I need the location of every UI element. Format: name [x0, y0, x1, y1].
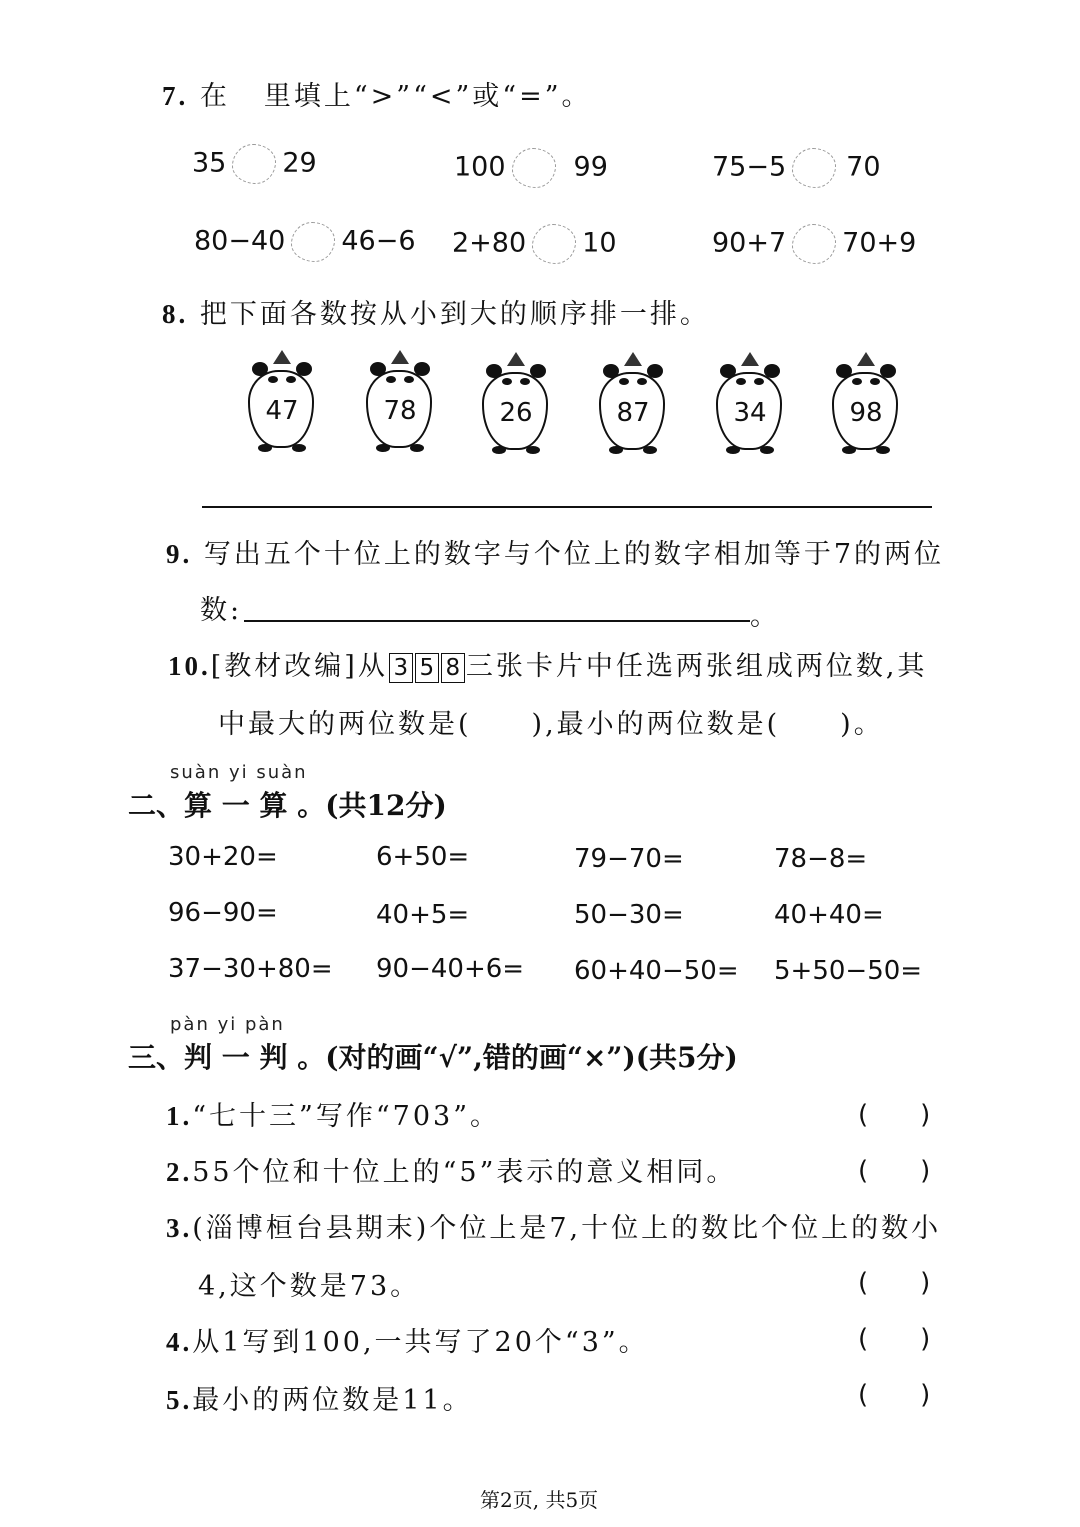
q7-item-6 [712, 224, 916, 264]
number-card: 3 [389, 653, 413, 683]
q9-answer-line[interactable] [244, 620, 750, 622]
answer-paren[interactable]: ( ) [858, 1380, 931, 1410]
q7-left: 100 [454, 151, 506, 183]
panda-card [597, 358, 669, 458]
eye-icon [286, 376, 296, 383]
foot-icon [842, 446, 856, 454]
foot-icon [258, 444, 272, 452]
q7-number: 7. [162, 81, 189, 111]
eye-icon [268, 376, 278, 383]
calc-item: 96−90= [168, 898, 278, 928]
foot-icon [492, 446, 506, 454]
q8-prompt [162, 292, 710, 331]
q7-right: 70 [846, 151, 881, 183]
q8-number: 8. [162, 299, 189, 329]
eye-icon [637, 378, 647, 385]
q10-line2: 中最大的两位数是( ),最小的两位数是( )。 [218, 709, 884, 740]
judge-text: 55个位和十位上的“5”表示的意义相同。 [192, 1157, 737, 1188]
answer-paren[interactable]: ( ) [858, 1156, 931, 1186]
eye-icon [852, 378, 862, 385]
foot-icon [760, 446, 774, 454]
q7-right: 70+9 [842, 227, 917, 259]
q8-answer-line[interactable] [202, 506, 932, 508]
panda-card [714, 358, 786, 458]
foot-icon [376, 444, 390, 452]
eye-icon [404, 376, 414, 383]
calc-item: 40+5= [376, 900, 470, 930]
q9-prompt [166, 532, 944, 571]
eye-icon [870, 378, 880, 385]
q7-item-3 [712, 148, 881, 188]
panda-number: 98 [849, 398, 883, 428]
judge-number: 2. [166, 1157, 193, 1187]
panda-card [246, 356, 318, 456]
compare-blank[interactable] [532, 224, 576, 264]
q7-item-4 [194, 222, 416, 262]
compare-blank[interactable] [291, 222, 335, 262]
panda-card [480, 358, 552, 458]
judge-item-5 [166, 1378, 473, 1417]
calc-item: 30+20= [168, 842, 278, 872]
q7-right: 99 [573, 151, 608, 183]
eye-icon [754, 378, 764, 385]
eye-icon [736, 378, 746, 385]
answer-paren[interactable]: ( ) [858, 1324, 931, 1354]
judge-text: 最小的两位数是11。 [192, 1385, 473, 1416]
foot-icon [410, 444, 424, 452]
q10-tag: [教材改编]从 [210, 651, 388, 682]
q7-right: 46−6 [341, 225, 416, 257]
panda-card [364, 356, 436, 456]
q9-text: 写出五个十位上的数字与个位上的数字相加等于7的两位 [203, 539, 945, 570]
q10-number: 10. [168, 651, 211, 681]
q9-end: 。 [750, 601, 780, 632]
panda-card [830, 358, 902, 458]
eye-icon [502, 378, 512, 385]
calc-item: 50−30= [574, 900, 684, 930]
judge-text: (淄博桓台县期末)个位上是7,十位上的数比个位上的数小 [192, 1213, 942, 1244]
q7-item-2 [454, 148, 608, 188]
foot-icon [726, 446, 740, 454]
q8-text: 把下面各数按从小到大的顺序排一排。 [199, 299, 710, 330]
q7-item-5 [452, 224, 617, 264]
q10-prompt [168, 644, 927, 683]
foot-icon [609, 446, 623, 454]
q7-text-a: 在 [199, 81, 230, 112]
q9-line2 [200, 588, 242, 627]
q7-left: 75−5 [712, 151, 787, 183]
q7-right: 29 [282, 147, 317, 179]
foot-icon [643, 446, 657, 454]
panda-number: 87 [616, 398, 650, 428]
compare-blank[interactable] [232, 144, 276, 184]
calc-item: 90−40+6= [376, 954, 525, 984]
answer-paren[interactable]: ( ) [858, 1268, 931, 1298]
judge-number: 4. [166, 1327, 193, 1357]
judge-item-3-line2: 4,这个数是73。 [198, 1271, 421, 1302]
eye-icon [619, 378, 629, 385]
calc-item: 78−8= [774, 844, 868, 874]
judge-item-3 [166, 1206, 941, 1245]
q7-right: 10 [582, 227, 617, 259]
q10-text-after: 三张卡片中任选两张组成两位数,其 [465, 651, 928, 682]
calc-item: 60+40−50= [574, 956, 739, 986]
q7-left: 2+80 [452, 227, 527, 259]
q7-left: 90+7 [712, 227, 787, 259]
judge-text: “七十三”写作“703”。 [192, 1101, 500, 1132]
q7-text-b: 里填上“>”“<”或“=”。 [263, 81, 592, 112]
compare-blank[interactable] [792, 224, 836, 264]
number-card: 5 [415, 653, 439, 683]
hat-icon [741, 352, 759, 366]
q7-left: 35 [192, 147, 227, 179]
q7-prompt [162, 74, 592, 113]
calc-item: 37−30+80= [168, 954, 333, 984]
compare-blank[interactable] [792, 148, 836, 188]
eye-icon [520, 378, 530, 385]
section2-title: 二、算 一 算 。(共12分) [128, 789, 447, 822]
hat-icon [857, 352, 875, 366]
section3-title: 三、判 一 判 。(对的画“√”,错的画“×”)(共5分) [128, 1041, 738, 1074]
calc-item: 6+50= [376, 842, 470, 872]
hat-icon [273, 350, 291, 364]
foot-icon [292, 444, 306, 452]
calc-item: 79−70= [574, 844, 684, 874]
judge-text: 从1写到100,一共写了20个“3”。 [192, 1327, 649, 1358]
hat-icon [624, 352, 642, 366]
q7-left: 80−40 [194, 225, 286, 257]
section3-pinyin: pàn yi pàn [170, 1014, 285, 1035]
calc-item: 40+40= [774, 900, 884, 930]
judge-number: 1. [166, 1101, 193, 1131]
judge-item-1 [166, 1094, 500, 1133]
compare-blank[interactable] [512, 148, 556, 188]
hat-icon [507, 352, 525, 366]
judge-item-4 [166, 1320, 649, 1359]
foot-icon [876, 446, 890, 454]
hat-icon [391, 350, 409, 364]
answer-paren[interactable]: ( ) [858, 1100, 931, 1130]
calc-item: 5+50−50= [774, 956, 923, 986]
panda-number: 26 [499, 398, 533, 428]
q9-text2: 数: [200, 595, 243, 626]
q9-number: 9. [166, 539, 193, 569]
page-footer: 第2页, 共5页 [480, 1488, 599, 1512]
foot-icon [526, 446, 540, 454]
eye-icon [386, 376, 396, 383]
q7-item-1 [192, 144, 317, 184]
panda-number: 34 [733, 398, 767, 428]
section2-pinyin: suàn yi suàn [170, 762, 308, 783]
judge-number: 3. [166, 1213, 193, 1243]
number-card: 8 [441, 653, 465, 683]
judge-number: 5. [166, 1385, 193, 1415]
panda-number: 47 [265, 396, 299, 426]
judge-item-2 [166, 1150, 736, 1189]
panda-number: 78 [383, 396, 417, 426]
